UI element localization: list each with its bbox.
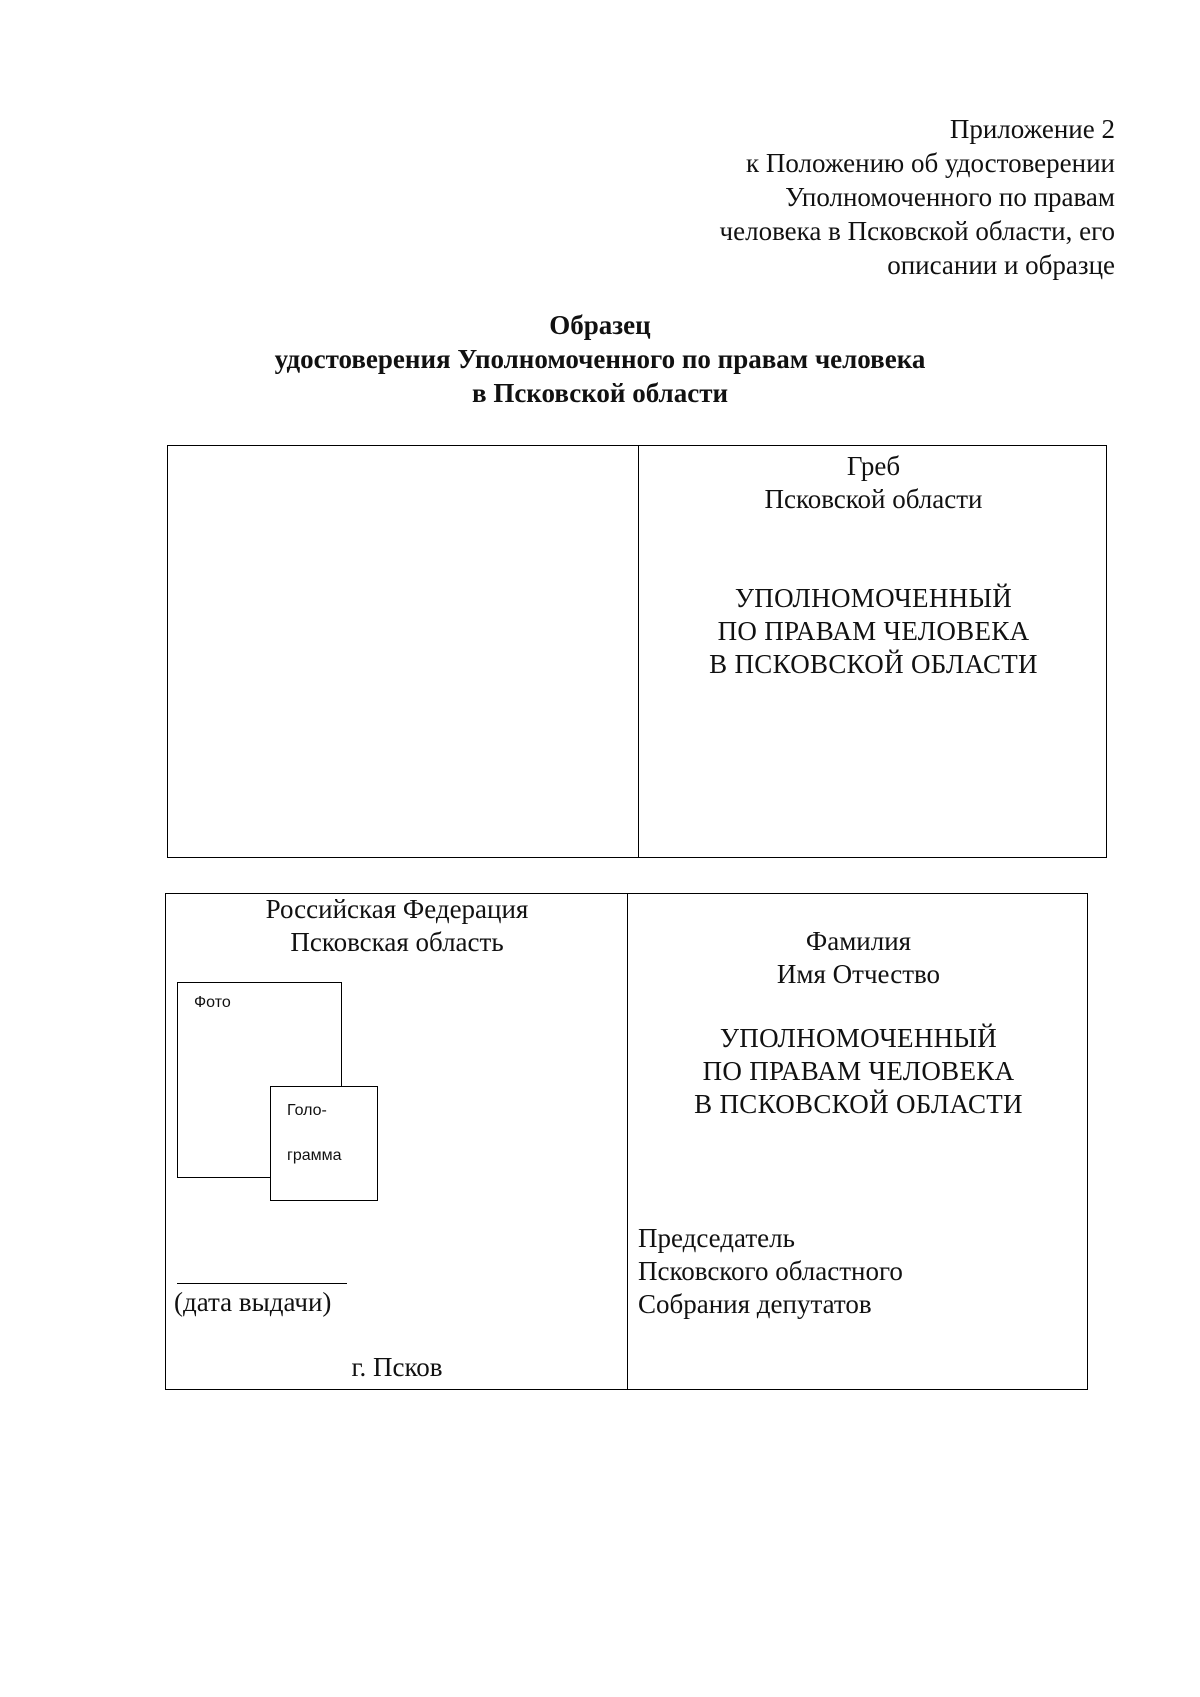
title-line-3: в Псковской области: [471, 378, 729, 408]
appendix-line: к Положению об удостоверении: [746, 148, 1115, 178]
cover-position-title: [640, 582, 1107, 681]
issue-date-label: (дата выдачи): [174, 1287, 332, 1317]
hologram-label-2: грамма: [287, 1147, 342, 1164]
inner-fold-line: [627, 893, 628, 1390]
issue-date-line: [177, 1283, 347, 1284]
position-line: ПО ПРАВАМ ЧЕЛОВЕКА: [717, 616, 1030, 646]
signatory-line: Председатель: [638, 1223, 795, 1253]
signatory-line: Псковского областного: [638, 1256, 903, 1286]
region-label: Псковская область: [290, 927, 504, 957]
position-line: УПОЛНОМОЧЕННЫЙ: [734, 583, 1013, 613]
position-line: ПО ПРАВАМ ЧЕЛОВЕКА: [702, 1056, 1015, 1086]
position-line: УПОЛНОМОЧЕННЫЙ: [719, 1023, 998, 1053]
country-label: Российская Федерация: [265, 894, 529, 924]
cover-emblem-caption: [640, 450, 1107, 516]
position-line: В ПСКОВСКОЙ ОБЛАСТИ: [709, 649, 1038, 679]
appendix-header: [515, 112, 1115, 282]
photo-label: Фото: [194, 994, 231, 1011]
signatory-line: Собрания депутатов: [638, 1289, 872, 1319]
cover-fold-line: [638, 445, 639, 858]
title-line-2: удостоверения Уполномоченного по правам человека: [274, 344, 926, 374]
appendix-line: Уполномоченного по правам: [785, 182, 1115, 212]
holder-name: [629, 925, 1088, 991]
position-line: В ПСКОВСКОЙ ОБЛАСТИ: [694, 1089, 1023, 1119]
title-line-1: Образец: [549, 310, 651, 340]
hologram-label-1: Голо-: [287, 1102, 327, 1119]
signatory-block: [638, 1222, 903, 1321]
surname-label: Фамилия: [805, 926, 912, 956]
inner-left-header: [167, 893, 627, 959]
appendix-line: Приложение 2: [949, 114, 1115, 144]
emblem-line-2: Псковской области: [764, 484, 983, 514]
city-label: г. Псков: [351, 1352, 443, 1382]
inner-position-title: [629, 1022, 1088, 1121]
appendix-line: человека в Псковской области, его: [719, 216, 1115, 246]
document-title: [160, 308, 1040, 410]
name-patronymic-label: Имя Отчество: [776, 959, 941, 989]
emblem-line-1: Греб: [846, 451, 901, 481]
appendix-line: описании и образце: [887, 250, 1115, 280]
